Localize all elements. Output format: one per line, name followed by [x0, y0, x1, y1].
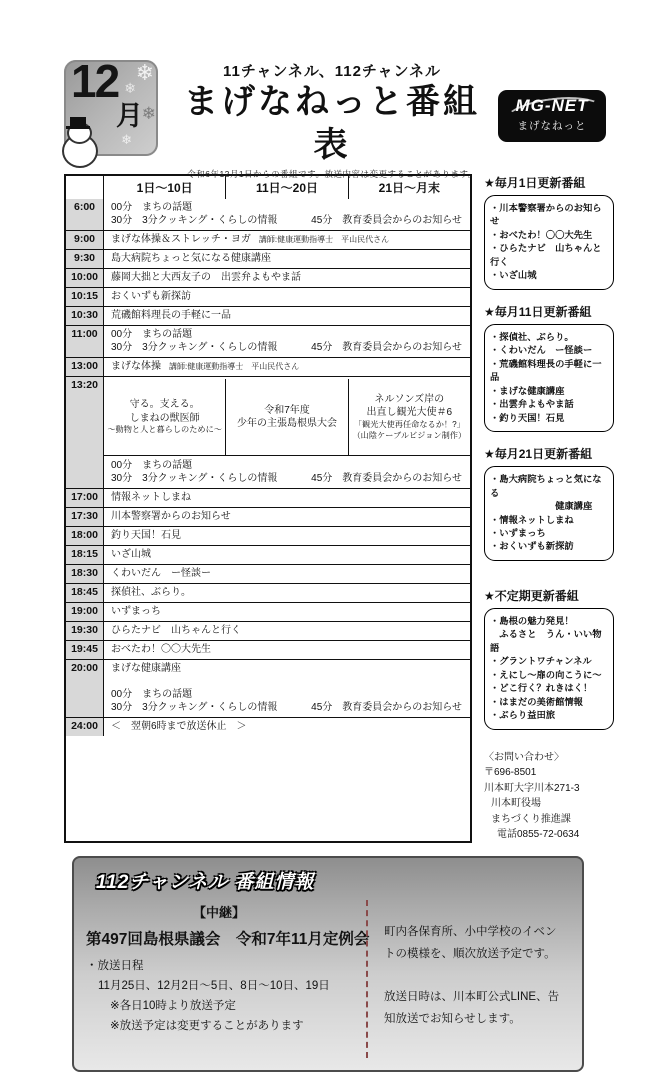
sidebar-section-title: ★毎月21日更新番組	[484, 447, 593, 462]
program-title-text: 出直し観光大使＃6	[366, 407, 453, 419]
sidebar-item: ・情報ネットしまね	[490, 514, 574, 525]
schedule-row	[66, 545, 470, 564]
logo-subtext: まげなねっと	[517, 120, 587, 132]
program-cell	[104, 622, 470, 640]
schedule-row	[66, 249, 470, 268]
program-cell	[104, 231, 470, 249]
calendar-icon	[64, 55, 158, 156]
program-title-text: まげな体操＆ストレッチ・ヨガ	[111, 234, 251, 245]
program-title-text: 令和7年度	[264, 404, 310, 416]
snowflake-icon: ❄	[124, 80, 136, 96]
program-title-text: 少年の主張島根県大会	[236, 418, 337, 429]
bottom-info-box	[72, 856, 584, 1072]
schedule-row	[66, 287, 470, 306]
time-cell: 9:00	[66, 231, 104, 249]
logo-text: MG-NET	[515, 96, 589, 115]
schedule-row	[66, 659, 470, 717]
contact-tel: 電話0855-72-0634	[497, 829, 580, 841]
time-cell: 18:45	[66, 584, 104, 602]
bottom-banner: 112チャンネル 番組情報	[96, 871, 315, 893]
schedule-row	[66, 640, 470, 659]
sidebar-item: ・えにし～扉の向こうに～	[490, 669, 602, 680]
page-title: まげなねっと番組表	[184, 83, 480, 164]
sidebar-section	[484, 303, 614, 432]
split-program-cell	[104, 379, 226, 455]
sidebar-section-title: ★毎月11日更新番組	[484, 304, 592, 319]
sidebar-item: ・いずまっち	[490, 527, 546, 538]
sidebar-item: ・はまだの美術館情報	[490, 696, 583, 707]
sidebar-section-box	[484, 608, 614, 730]
program-subtext: ～動物と人と暮らしのために～	[107, 425, 222, 435]
program-title-text: 川本警察署からのお知らせ	[111, 511, 231, 522]
program-line: 45分 教育委員会からのお知らせ	[311, 702, 462, 713]
program-cell	[104, 641, 470, 659]
schedule-row	[66, 488, 470, 507]
header-center	[168, 58, 496, 180]
header	[64, 55, 600, 179]
program-title-text: ＜ 翌朝6時まで放送休止 ＞	[111, 721, 247, 732]
sidebar-item: ・釣り天国！石見	[490, 412, 565, 423]
program-cell	[104, 546, 470, 564]
time-cell: 13:20	[66, 377, 104, 488]
program-line: 45分 教育委員会からのお知らせ	[311, 215, 462, 226]
program-line-row	[111, 214, 464, 227]
program-line: 00分 まちの話題	[111, 689, 193, 700]
schedule-row	[66, 526, 470, 545]
contact-dept: まちづくり推進課	[491, 813, 571, 825]
schedule-row	[66, 325, 470, 357]
schedule-row	[66, 230, 470, 249]
sidebar-item: ・グラントワチャンネル	[490, 656, 592, 667]
sidebar-item: ・おべたわ！〇〇大先生	[490, 229, 593, 240]
sidebar-item: ・おくいずも新探訪	[490, 541, 574, 552]
sidebar-item: ・いざ山城	[490, 270, 537, 281]
program-line: 30分 3分クッキング・くらしの情報	[111, 215, 278, 226]
page	[0, 55, 650, 1033]
program-line: 30分 3分クッキング・くらしの情報	[111, 342, 278, 353]
program-title-text: ひらたナビ 山ちゃんと行く	[111, 625, 241, 636]
sidebar-item: ・くわいだん ー怪談ー	[490, 345, 593, 356]
sidebar-sections	[484, 174, 614, 730]
program-subtext: （山陰ケーブルビジョン制作）	[352, 430, 467, 440]
program-line: 45分 教育委員会からのお知らせ	[311, 342, 462, 353]
program-cell	[104, 377, 470, 488]
calendar-month: 12	[71, 55, 119, 107]
program-cell	[104, 489, 470, 507]
program-line-row	[111, 701, 464, 714]
sidebar-section-box	[484, 466, 614, 561]
schedule-row	[66, 357, 470, 376]
schedule-row	[66, 583, 470, 602]
main-area	[64, 174, 650, 843]
program-title-text: おべたわ！〇〇大先生	[111, 644, 211, 655]
time-cell: 24:00	[66, 718, 104, 736]
time-cell: 18:15	[66, 546, 104, 564]
time-cell: 13:00	[66, 358, 104, 376]
program-title-text: 探偵社、ぶらり。	[111, 587, 191, 598]
sidebar-item: ・島大病院ちょっと気になる 健康講座	[490, 474, 602, 512]
contact-address: 川本町大字川本271-3	[484, 782, 580, 794]
sidebar-item: ・ぶらり益田旅	[490, 710, 556, 721]
program-line-row	[111, 472, 464, 485]
broadcast-note: ※放送予定は変更することがあります	[110, 1020, 304, 1033]
program-cell	[104, 603, 470, 621]
time-cell: 19:00	[66, 603, 104, 621]
sidebar-item: ・出雲弁よもやま話	[490, 399, 574, 410]
broadcast-schedule-label: ・放送日程	[86, 959, 144, 972]
program-cell	[104, 326, 470, 357]
page-note: 令和6年12月1日からの番組です。放送内容は変更することがあります。	[187, 169, 477, 179]
schedule-row	[66, 376, 470, 488]
time-cell: 11:00	[66, 326, 104, 357]
time-cell: 17:30	[66, 508, 104, 526]
program-cell	[104, 584, 470, 602]
program-cell	[104, 250, 470, 268]
time-cell: 19:30	[66, 622, 104, 640]
program-line: 00分 まちの話題	[111, 329, 193, 340]
program-line: 30分 3分クッキング・くらしの情報	[111, 702, 278, 713]
program-subtext: 「観光大使再任命なるか！?」	[353, 419, 465, 429]
relay-label: 【中継】	[192, 904, 245, 920]
time-header-cell	[66, 176, 104, 199]
schedule-row	[66, 199, 470, 230]
program-cell	[104, 718, 470, 736]
time-cell: 19:45	[66, 641, 104, 659]
snowflake-icon: ❄	[135, 60, 154, 85]
schedule-row	[66, 621, 470, 640]
sidebar-section-title: ★毎月1日更新番組	[484, 176, 586, 190]
snowflake-icon: ❄	[141, 104, 156, 123]
program-title-text: 釣り天国！石見	[111, 530, 181, 541]
program-title-text: いずまっち	[111, 606, 161, 617]
sidebar-section	[484, 174, 614, 290]
contact-office: 川本町役場	[491, 798, 541, 810]
program-title-text: 情報ネットしまね	[111, 492, 191, 503]
column-header: 21日～月末	[378, 181, 440, 195]
time-cell: 9:30	[66, 250, 104, 268]
sidebar-item: ・ひらたナビ 山ちゃんと行く	[490, 243, 602, 267]
program-title-text: まげな体操	[111, 361, 161, 372]
program-title-text: 島大病院ちょっと気になる健康講座	[111, 253, 271, 264]
program-title-text: 守る。支える。	[129, 399, 200, 411]
program-title-text: 藤岡大拙と大西友子の 出雲弁よもやま話	[111, 272, 301, 283]
schedule-row	[66, 717, 470, 736]
column-header: 1日～10日	[104, 176, 226, 199]
sidebar-section-title: ★不定期更新番組	[484, 588, 579, 603]
program-line: 00分 まちの話題	[111, 460, 193, 471]
program-cell	[104, 565, 470, 583]
program-title-text: 荒磯館料理長の手軽に一品	[111, 310, 231, 321]
channels-label: 11チャンネル、112チャンネル	[222, 63, 442, 80]
program-title-text: いざ山城	[111, 549, 151, 560]
time-cell: 10:00	[66, 269, 104, 287]
program-title-text: しまねの獣医師	[129, 412, 200, 424]
sidebar-section-box	[484, 324, 614, 432]
column-header: 11日～20日	[226, 176, 348, 199]
program-cell	[104, 508, 470, 526]
assembly-info	[86, 898, 370, 1058]
schedule-rows	[66, 199, 470, 736]
program-title-text: まげな健康講座	[111, 663, 181, 674]
assembly-title: 第497回島根県議会 令和7年11月定例会	[86, 930, 370, 948]
time-cell: 18:00	[66, 527, 104, 545]
program-line: 45分 教育委員会からのお知らせ	[311, 473, 462, 484]
schedule-row	[66, 268, 470, 287]
contact-block	[484, 750, 614, 843]
time-cell: 20:00	[66, 660, 104, 717]
time-cell: 18:30	[66, 565, 104, 583]
split-cells	[104, 379, 470, 456]
schedule-row	[66, 507, 470, 526]
program-line-row	[111, 341, 464, 354]
spacer	[111, 675, 464, 688]
program-cell	[104, 307, 470, 325]
sidebar-item: ・まげな健康講座	[490, 385, 565, 396]
program-line: 00分 まちの話題	[111, 202, 193, 213]
bottom-content	[74, 894, 582, 1058]
program-line: 30分 3分クッキング・くらしの情報	[111, 473, 278, 484]
sidebar-item: ・荒磯館料理長の手軽に一品	[490, 358, 602, 383]
program-cell	[104, 660, 470, 717]
schedule-row	[66, 564, 470, 583]
sidebar-section	[484, 445, 614, 561]
program-title-text: おくいずも新探訪	[111, 291, 191, 302]
split-program-cell	[226, 379, 348, 455]
schedule-table	[64, 174, 472, 843]
program-cell	[104, 199, 470, 230]
snowman-icon	[56, 110, 100, 168]
mgnet-logo	[498, 90, 606, 142]
schedule-row	[66, 306, 470, 325]
sidebar-item: ・探偵社、ぶらり。	[490, 331, 574, 342]
program-line	[111, 233, 464, 246]
sidebar-section-box	[484, 195, 614, 290]
event-info	[384, 898, 566, 1058]
dashed-divider	[366, 900, 368, 1058]
sidebar-item: ・川本警察署からのお知らせ	[490, 203, 602, 227]
calendar-month-unit: 月	[116, 101, 143, 131]
split-program-cell	[349, 379, 470, 455]
lecturer-note: 講師:健康運動指導士 平山民代さん	[258, 235, 390, 244]
sidebar-item: ・どこ行く？れきはく！	[490, 683, 593, 694]
contact-heading: 〈お問い合わせ〉	[484, 751, 564, 763]
broadcast-note: ※各日10時より放送予定	[110, 999, 236, 1012]
snowflake-icon: ❄	[121, 132, 132, 147]
broadcast-dates: 11月25日、12月2日～5日、8日～10日、19日	[98, 979, 330, 992]
time-cell: 10:30	[66, 307, 104, 325]
program-cell	[104, 269, 470, 287]
program-cell	[104, 288, 470, 306]
program-line	[111, 360, 464, 373]
time-cell: 6:00	[66, 199, 104, 230]
program-cell	[104, 527, 470, 545]
event-info-text: 町内各保育所、小中学校のイベントの模様を、順次放送予定です。	[384, 925, 557, 960]
time-cell: 10:15	[66, 288, 104, 306]
schedule-row	[66, 602, 470, 621]
program-title-text: ネルソンズ岸の	[374, 393, 445, 405]
sidebar	[484, 174, 614, 843]
sidebar-section	[484, 587, 614, 730]
program-title-text: くわいだん ー怪談ー	[111, 568, 211, 579]
time-cell: 17:00	[66, 489, 104, 507]
event-notice-text: 放送日時は、川本町公式LINE、告知放送でお知らせします。	[384, 991, 560, 1026]
lecturer-note: 講師:健康運動指導士 平山民代さん	[169, 362, 300, 371]
program-cell	[104, 358, 470, 376]
sidebar-item: ・島根の魅力発見！ ふるさと うん・いい物語	[490, 615, 602, 653]
contact-postal: 〒696-8501	[484, 767, 537, 779]
